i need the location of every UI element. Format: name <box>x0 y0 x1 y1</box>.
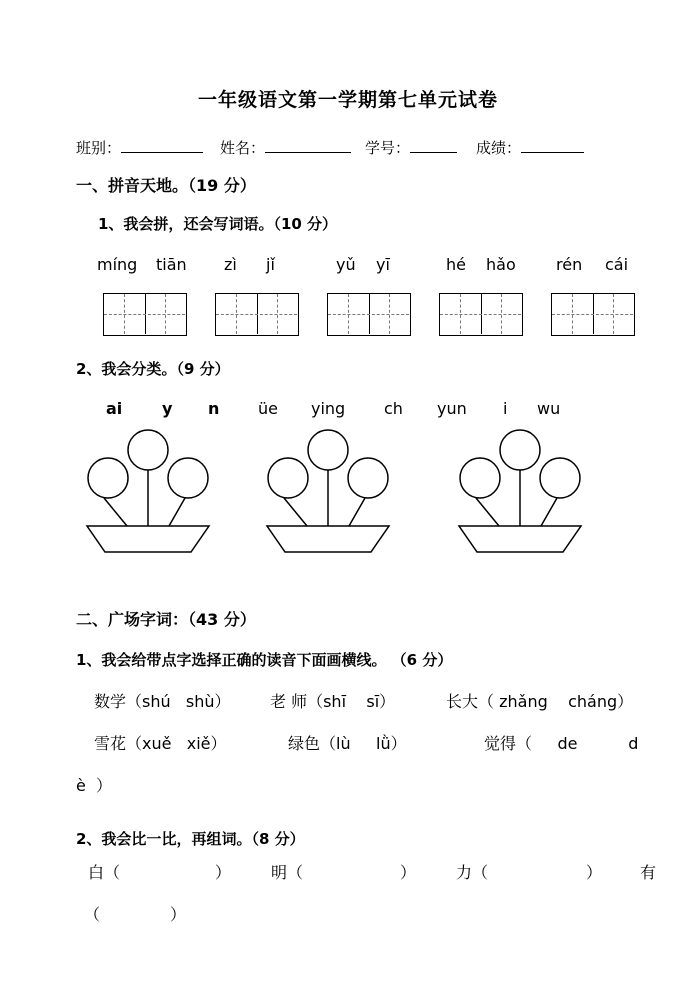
id-blank[interactable] <box>410 138 457 153</box>
section1-heading: 一、拼音天地。（19 分） <box>76 176 256 195</box>
sort-item-5: ying <box>311 399 346 418</box>
name-field[interactable] <box>220 137 351 158</box>
writing-grid-1[interactable] <box>103 293 187 336</box>
flower-circle[interactable] <box>268 458 308 498</box>
id-field[interactable] <box>365 137 457 158</box>
pinyin-4b: hǎo <box>486 255 516 274</box>
sort-item-6: ch <box>384 399 403 418</box>
pinyin-2b: jǐ <box>266 255 275 274</box>
compare-open-paren[interactable]: （ <box>84 905 101 924</box>
flower-circle[interactable] <box>460 458 500 498</box>
q2-heading: 2、我会分类。（9 分） <box>76 360 230 378</box>
sort-item-8: i <box>503 399 508 418</box>
word-shuxue[interactable] <box>94 689 231 712</box>
flower-circle[interactable] <box>540 458 580 498</box>
word-luse[interactable] <box>288 731 407 754</box>
compare-item-li[interactable]: 力（ <box>456 863 489 882</box>
sort-item-7: yun <box>437 399 467 418</box>
name-label: 姓名： <box>220 139 266 157</box>
word-zhangda[interactable] <box>446 689 633 712</box>
stem <box>169 498 185 526</box>
word-juede[interactable] <box>484 731 638 754</box>
compare-item-bai[interactable]: 白（ <box>88 863 121 882</box>
compare-item-ming[interactable]: 明（ <box>271 863 304 882</box>
grid-guide <box>104 314 185 315</box>
writing-grid-3[interactable] <box>327 293 411 336</box>
flower-circle[interactable] <box>88 458 128 498</box>
stem <box>476 498 499 526</box>
flower-pot-2[interactable] <box>262 425 394 557</box>
score-blank[interactable] <box>521 138 584 153</box>
pinyin-1a: míng <box>97 255 138 274</box>
pinyin-options[interactable]: （ zhǎng cháng） <box>478 692 634 711</box>
word-text: 老 师 <box>270 692 308 711</box>
flower-circle[interactable] <box>348 458 388 498</box>
word-text: 数学 <box>94 692 127 711</box>
section2-heading: 二、广场字词：（43 分） <box>76 610 256 629</box>
stem <box>284 498 307 526</box>
writing-grid-4[interactable] <box>439 293 523 336</box>
sort-item-9: wu <box>537 399 561 418</box>
flower-pot-1[interactable] <box>82 425 214 557</box>
q1-heading: 1、我会拼，还会写词语。（10 分） <box>98 215 338 233</box>
pinyin-options[interactable]: （lù lǜ） <box>320 734 407 753</box>
pot <box>459 526 581 552</box>
flower-circle[interactable] <box>500 430 540 470</box>
flower-circle[interactable] <box>308 430 348 470</box>
class-blank[interactable] <box>121 138 203 153</box>
grid-guide <box>216 314 297 315</box>
pot <box>87 526 209 552</box>
id-label: 学号： <box>365 139 411 157</box>
name-blank[interactable] <box>265 138 351 153</box>
word-text: 长大 <box>446 692 479 711</box>
writing-grid-2[interactable] <box>215 293 299 336</box>
pot <box>267 526 389 552</box>
pinyin-options[interactable]: （shú shù） <box>126 692 231 711</box>
s2-q2-heading: 2、我会比一比，再组词。（8 分） <box>76 830 305 848</box>
pinyin-5b: cái <box>605 255 629 274</box>
grid-guide <box>440 314 521 315</box>
word-text: 觉得 <box>484 734 517 753</box>
sort-item-3: n <box>208 399 220 418</box>
flower-circle[interactable] <box>128 430 168 470</box>
compare-close-paren: ） <box>586 863 603 882</box>
sort-item-1: ai <box>106 399 123 418</box>
score-label: 成绩： <box>476 139 522 157</box>
pinyin-4a: hé <box>446 255 466 274</box>
pinyin-options[interactable]: （ de d <box>516 734 639 753</box>
stem <box>104 498 127 526</box>
pinyin-5a: rén <box>556 255 583 274</box>
flower-pot-3[interactable] <box>454 425 586 557</box>
pinyin-continuation[interactable]: è ） <box>76 776 113 795</box>
stem <box>349 498 365 526</box>
word-text: 雪花 <box>94 734 127 753</box>
s2-q1-heading: 1、我会给带点字选择正确的读音下面画横线。 （6 分） <box>76 651 453 669</box>
compare-close-paren: ） <box>170 905 187 924</box>
flower-circle[interactable] <box>168 458 208 498</box>
compare-close-paren: ） <box>215 863 232 882</box>
compare-item-you[interactable]: 有 <box>640 863 657 882</box>
word-laoshi[interactable] <box>270 689 395 712</box>
score-field[interactable] <box>476 137 584 158</box>
sort-item-4: üe <box>258 399 278 418</box>
word-text: 绿色 <box>288 734 321 753</box>
page-title: 一年级语文第一学期第七单元试卷 <box>197 89 498 111</box>
pinyin-options[interactable]: （xuě xiě） <box>126 734 227 753</box>
word-xuehua[interactable] <box>94 731 227 754</box>
pinyin-3a: yǔ <box>336 255 356 274</box>
pinyin-1b: tiān <box>156 255 187 274</box>
class-label: 班别： <box>76 139 122 157</box>
writing-grid-5[interactable] <box>551 293 635 336</box>
grid-guide <box>328 314 409 315</box>
sort-item-2: y <box>162 399 173 418</box>
pinyin-options[interactable]: （shī sī） <box>307 692 396 711</box>
pinyin-2a: zì <box>224 255 237 274</box>
class-field[interactable] <box>76 137 203 158</box>
stem <box>541 498 557 526</box>
grid-guide <box>552 314 633 315</box>
pinyin-3b: yī <box>376 255 390 274</box>
compare-close-paren: ） <box>400 863 417 882</box>
